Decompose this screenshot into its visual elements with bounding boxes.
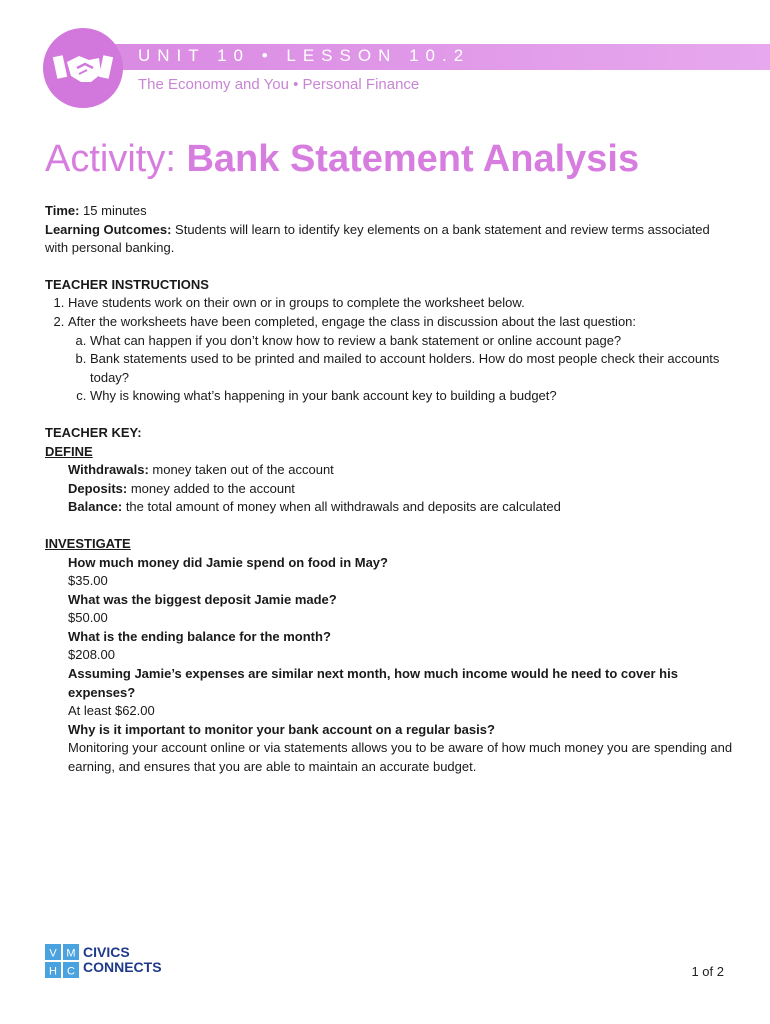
svg-text:V: V [49, 947, 57, 960]
definitions [45, 461, 735, 517]
definition-item [68, 498, 735, 517]
question: How much money did Jamie spend on food in May? [68, 554, 388, 570]
answer: $50.00 [68, 610, 108, 626]
unit-lesson-label: UNIT 10 • LESSON 10.2 [138, 46, 471, 65]
investigate-heading: INVESTIGATE [45, 535, 131, 551]
question: What was the biggest deposit Jamie made? [68, 591, 337, 607]
definition-text: money added to the account [127, 480, 295, 496]
title-prefix: Activity: [45, 138, 187, 180]
svg-text:C: C [67, 965, 75, 978]
outcomes-label: Learning Outcomes: [45, 221, 172, 237]
discussion-item [90, 332, 735, 351]
logo-line-2: CONNECTS [83, 959, 162, 975]
answer: $208.00 [68, 647, 115, 663]
definition-term: Deposits: [68, 480, 128, 496]
instruction-text: After the worksheets have been completed, engage the class in discussion about the last question: [68, 313, 637, 329]
instruction-item [68, 294, 735, 313]
handshake-icon [43, 28, 123, 108]
time-label: Time: [45, 203, 80, 218]
svg-text:H: H [49, 965, 57, 978]
definition-text: the total amount of money when all withdrawals and deposits are calculated [122, 499, 561, 515]
title-main: Bank Statement Analysis [186, 138, 640, 180]
time-value: 15 minutes [79, 203, 147, 218]
definition-item [68, 461, 735, 480]
answer: $35.00 [68, 573, 108, 589]
logo-line-1: CIVICS [83, 944, 130, 960]
vmhc-logo-icon [45, 944, 79, 978]
teacher-key-heading: TEACHER KEY: [45, 424, 142, 440]
question: Assuming Jamie’s expenses are similar next month, how much income would he need to cover his expenses? [68, 666, 678, 700]
logo-wordmark [83, 945, 162, 975]
discussion-text: Why is knowing what’s happening in your bank account key to building a budget? [90, 388, 557, 404]
discussion-item [90, 350, 735, 387]
answer: At least $62.00 [68, 703, 155, 719]
lesson-logo [43, 28, 123, 108]
instructions-list [45, 294, 735, 406]
question: Why is it important to monitor your bank account on a regular basis? [68, 721, 495, 737]
question: What is the ending balance for the month? [68, 628, 331, 644]
define-heading: DEFINE [45, 443, 93, 459]
svg-text:M: M [66, 947, 76, 960]
page-title [45, 138, 639, 181]
investigate-qa [45, 554, 735, 777]
civics-connects-logo [45, 944, 162, 983]
outcomes-value: Students will learn to identify key elements on a bank statement and review terms associated with personal banking. [45, 221, 710, 256]
definition-term: Balance: [68, 499, 123, 515]
outcomes-line [45, 221, 735, 258]
definition-text: money taken out of the account [148, 462, 334, 478]
page-number: 1 of 2 [691, 964, 724, 979]
definition-item [68, 480, 735, 499]
teacher-instructions-heading: TEACHER INSTRUCTIONS [45, 276, 209, 292]
discussion-text: Bank statements used to be printed and mailed to account holders. How do most people check their accounts today? [90, 351, 720, 385]
instruction-item [68, 313, 735, 406]
definition-term: Withdrawals: [68, 462, 149, 478]
course-subtitle: The Economy and You • Personal Finance [138, 76, 420, 93]
discussion-list [68, 332, 735, 406]
instruction-text: Have students work on their own or in groups to complete the worksheet below. [68, 295, 525, 311]
answer: Monitoring your account online or via statements allows you to be aware of how much money you are spending and earning, and ensures that you are able to maintain an accurate budget. [68, 740, 733, 775]
discussion-item [90, 387, 735, 406]
document-body [45, 202, 735, 777]
time-line [45, 202, 735, 221]
discussion-text: What can happen if you don’t know how to review a bank statement or online account page? [90, 332, 622, 348]
